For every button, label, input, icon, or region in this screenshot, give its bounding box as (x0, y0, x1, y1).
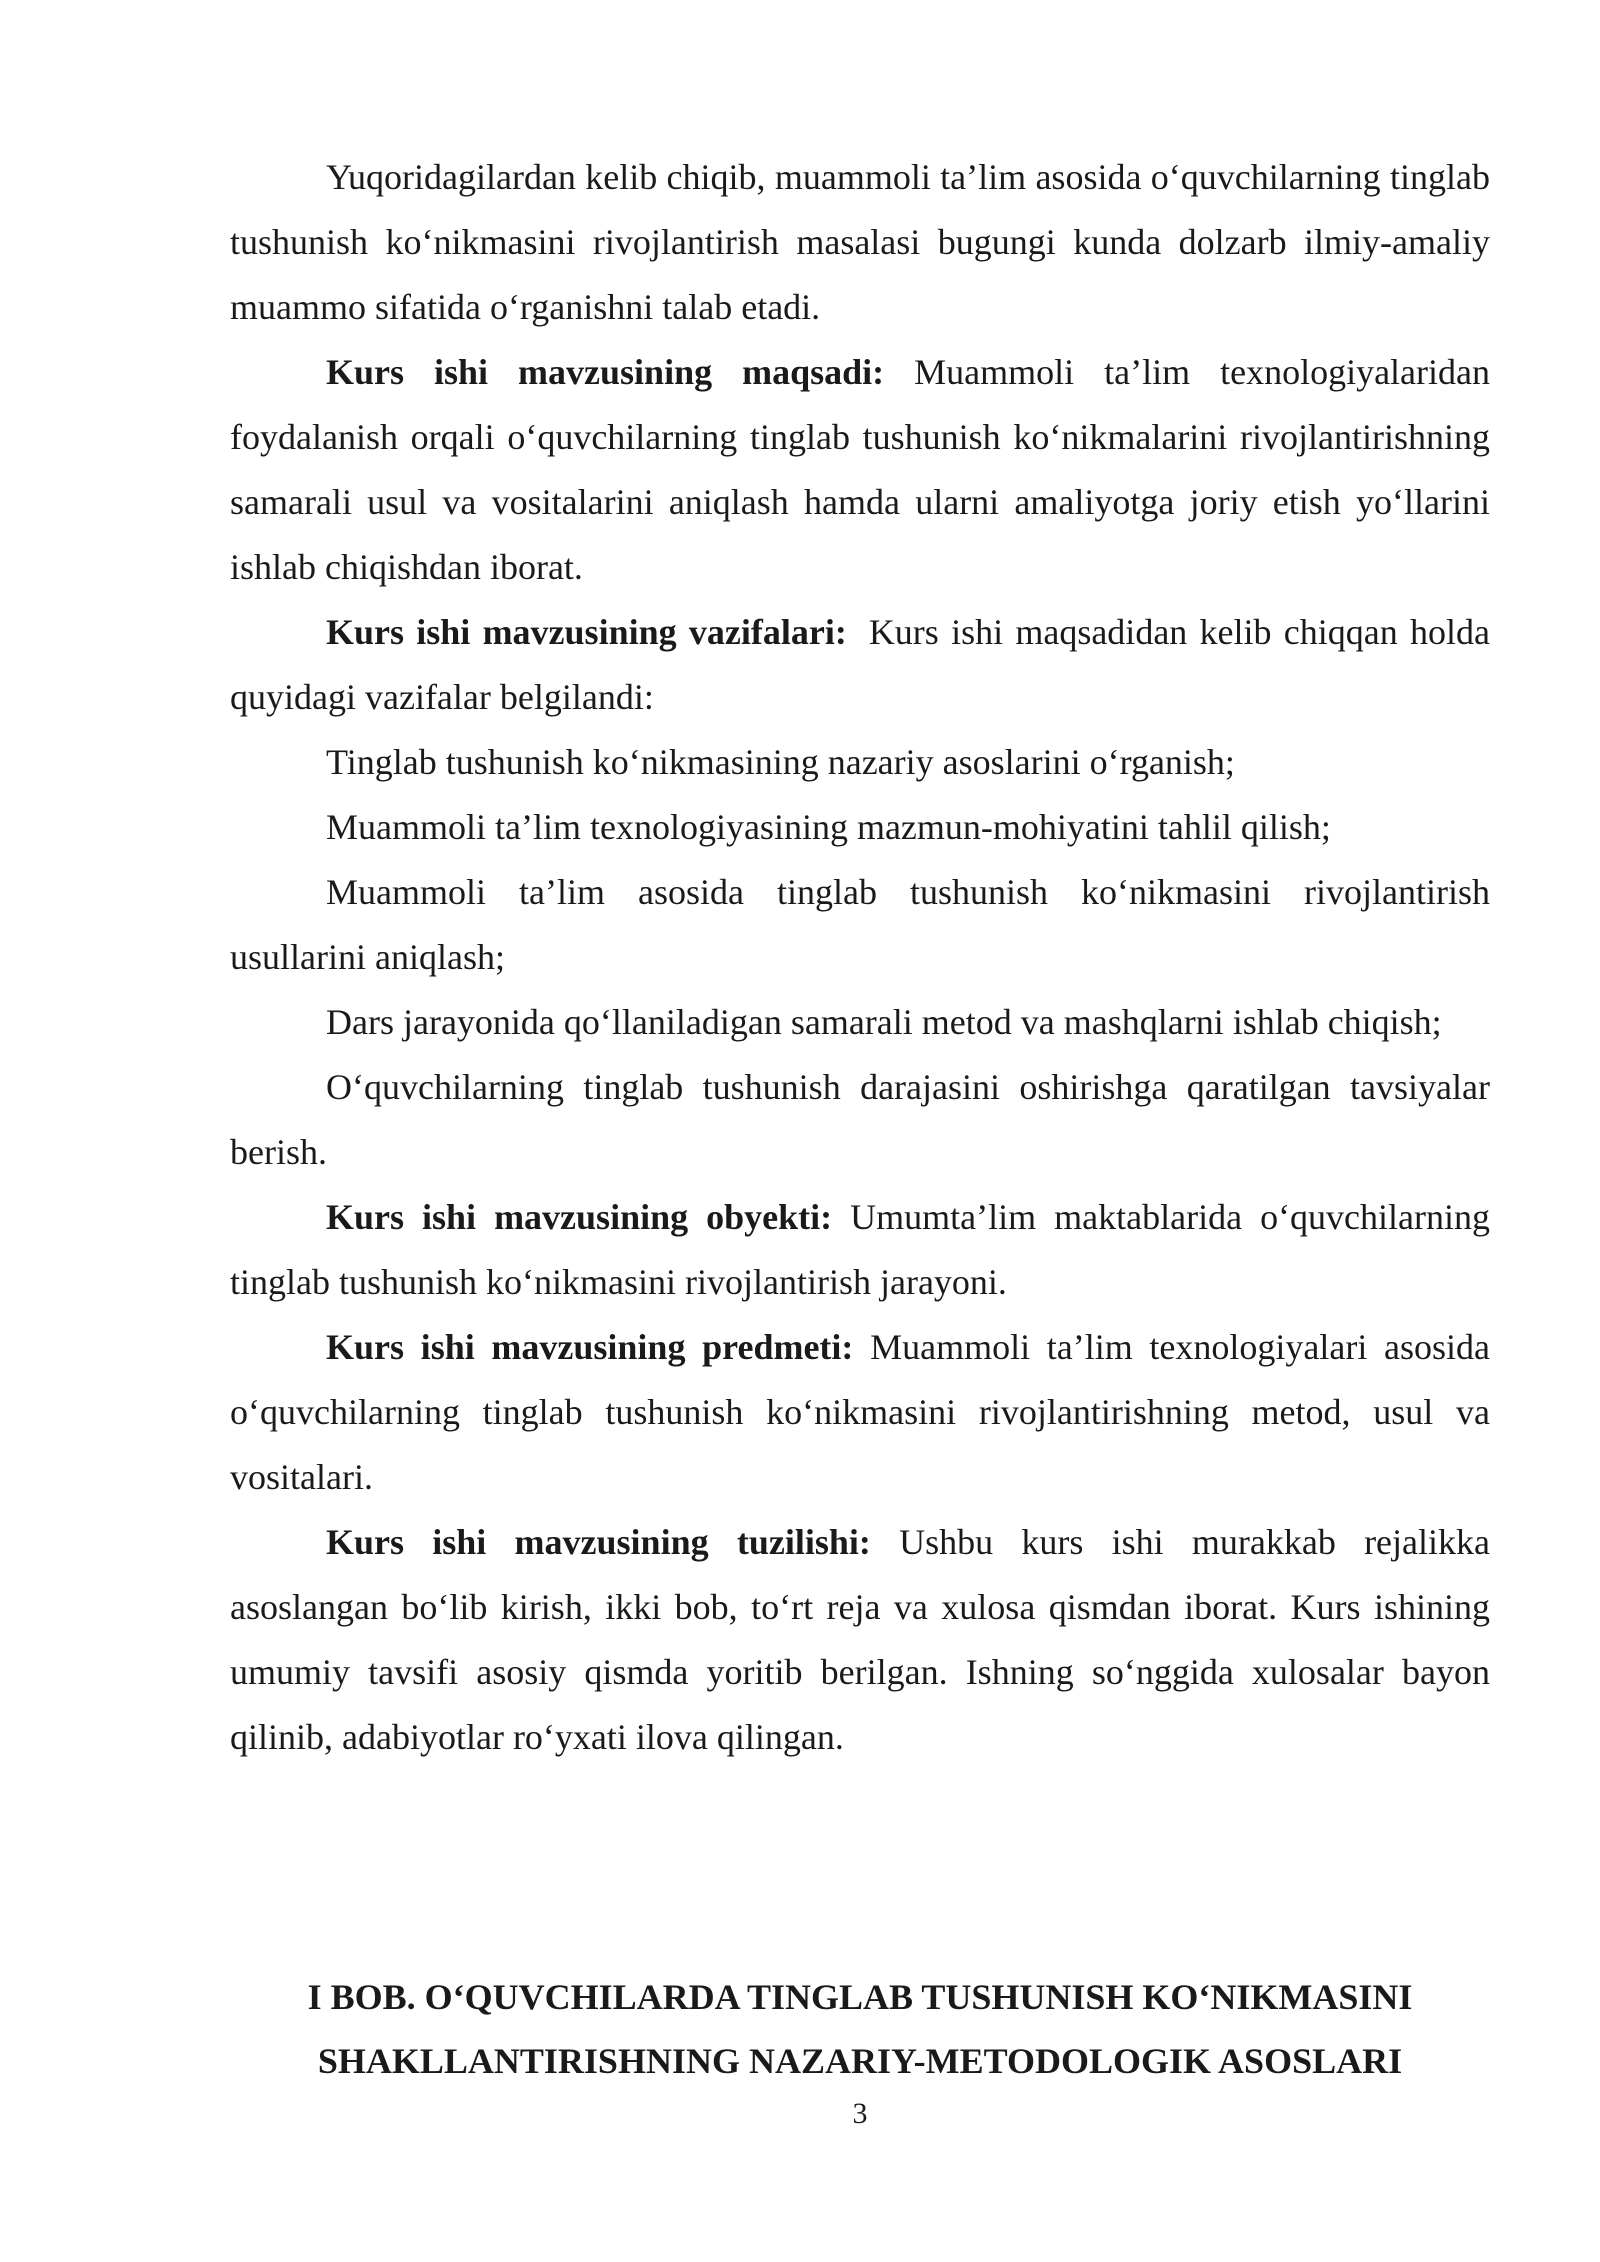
goal-paragraph (230, 340, 1490, 600)
intro-paragraph (230, 145, 1490, 340)
goal-text: Muammoli ta’lim texnologiyalaridan foydalanish orqali o‘quvchilarning tinglab tushunish ko‘nikmalarini rivojlantirishning samarali usul va vositalarini aniqlash hamda ularni amaliyotga joriy etish yo‘llarini ishlab chiqishdan iborat. (230, 352, 1491, 587)
object-label: Kurs ishi mavzusining obyekti: (326, 1197, 833, 1237)
subject-label: Kurs ishi mavzusining predmeti: (326, 1327, 854, 1367)
object-paragraph (230, 1185, 1490, 1315)
page-number: 3 (852, 2097, 868, 2130)
intro-text: Yuqoridagilardan kelib chiqib, muammoli ta’lim asosida o‘quvchilarning tinglab tushunish ko‘nikmasini rivojlantirish masalasi bugungi kunda dolzarb ilmiy-amaliy muammo sifatida o‘rganishni talab etadi. (230, 157, 1490, 327)
task-item-5 (230, 1055, 1490, 1185)
tasks-paragraph (230, 600, 1490, 730)
task-item-text: Dars jarayonida qo‘llaniladigan samarali metod va mashqlarni ishlab chiqish; (326, 1002, 1442, 1042)
subject-text: Muammoli ta’lim texnologiyalari asosida o‘quvchilarning tinglab tushunish ko‘nikmasini rivojlantirishning metod, usul va vositalari. (230, 1327, 1491, 1497)
task-item-1 (230, 730, 1490, 795)
object-text: Umumta’lim maktablarida o‘quvchilarning tinglab tushunish ko‘nikmasini rivojlantirish jarayoni. (230, 1197, 1491, 1302)
structure-label: Kurs ishi mavzusining tuzilishi: (326, 1522, 871, 1562)
task-item-3 (230, 860, 1490, 990)
chapter-heading-line-1: I BOB. O‘QUVCHILARDA TINGLAB TUSHUNISH KO‘NIKMASINI (307, 1977, 1413, 2017)
tasks-label: Kurs ishi mavzusining vazifalari: (326, 612, 847, 652)
task-item-text: O‘quvchilarning tinglab tushunish darajasini oshirishga qaratilgan tavsiyalar berish. (230, 1067, 1490, 1172)
task-item-text: Muammoli ta’lim asosida tinglab tushunish ko‘nikmasini rivojlantirish usullarini aniqlash; (230, 872, 1490, 977)
chapter-heading-line-2: SHAKLLANTIRISHNING NAZARIY-METODOLOGIK ASOSLARI (317, 2041, 1403, 2081)
subject-paragraph (230, 1315, 1490, 1510)
task-item-text: Muammoli ta’lim texnologiyasining mazmun-mohiyatini tahlil qilish; (326, 807, 1331, 847)
goal-label: Kurs ishi mavzusining maqsadi: (326, 352, 885, 392)
structure-text: Ushbu kurs ishi murakkab rejalikka asoslangan bo‘lib kirish, ikki bob, to‘rt reja va xulosa qismdan iborat. Kurs ishining umumiy tavsifi asosiy qismda yoritib berilgan. Ishning so‘nggida xulosalar bayon qilinib, adabiyotlar ro‘yxati ilova qilingan. (230, 1522, 1490, 1757)
tasks-text: Kurs ishi maqsadidan kelib chiqqan holda quyidagi vazifalar belgilandi: (230, 612, 1490, 717)
task-item-4 (230, 990, 1490, 1055)
task-item-text: Tinglab tushunish ko‘nikmasining nazariy asoslarini o‘rganish; (326, 742, 1235, 782)
task-item-2 (230, 795, 1490, 860)
structure-paragraph (230, 1510, 1490, 1770)
chapter-heading (230, 1965, 1490, 2093)
body-text (230, 145, 1490, 1770)
